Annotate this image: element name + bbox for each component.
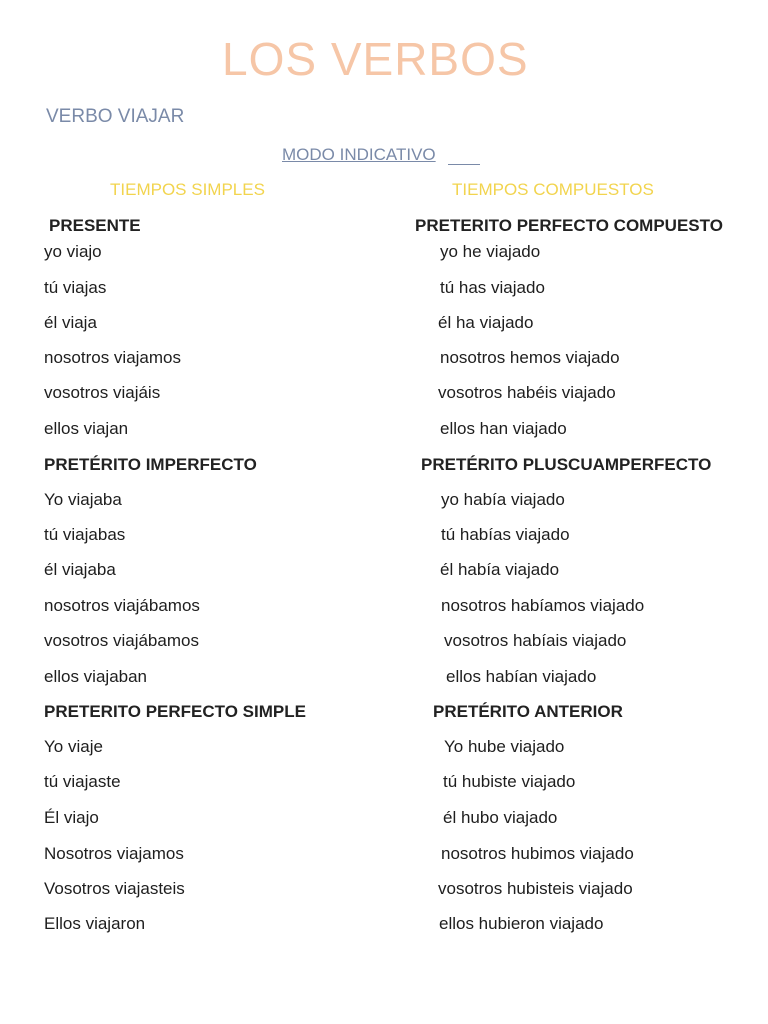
- conjugation-line: ellos viajan: [44, 419, 129, 438]
- column-heading-compound-tenses: TIEMPOS COMPUESTOS: [452, 180, 654, 199]
- conjugation-line: tú habías viajado: [441, 525, 570, 544]
- conjugation-line: ellos habían viajado: [446, 667, 597, 686]
- conjugation-line: yo había viajado: [441, 490, 565, 509]
- tense-heading-preterito-anterior: PRETÉRITO ANTERIOR: [433, 702, 623, 721]
- conjugation-line: vosotros habíais viajado: [444, 631, 627, 650]
- mode-underline-extension: [448, 164, 480, 165]
- conjugation-line: vosotros hubisteis viajado: [438, 879, 633, 898]
- conjugation-line: él viajaba: [44, 560, 116, 579]
- conjugation-line: Vosotros viajasteis: [44, 879, 185, 898]
- conjugation-line: nosotros hubimos viajado: [441, 844, 634, 863]
- tense-heading-preterito-imperfecto: PRETÉRITO IMPERFECTO: [44, 455, 257, 474]
- page-title: LOS VERBOS: [222, 33, 529, 85]
- conjugation-line: él había viajado: [440, 560, 560, 579]
- conjugation-line: Yo hube viajado: [444, 737, 565, 756]
- tense-heading-preterito-pluscuamperfecto: PRETÉRITO PLUSCUAMPERFECTO: [421, 455, 712, 474]
- conjugation-line: él hubo viajado: [443, 808, 558, 827]
- conjugation-line: vosotros habéis viajado: [438, 383, 616, 402]
- conjugation-line: él ha viajado: [438, 313, 534, 332]
- conjugation-line: ellos viajaban: [44, 667, 148, 686]
- conjugation-line: ellos hubieron viajado: [439, 914, 604, 933]
- conjugation-line: Nosotros viajamos: [44, 844, 184, 863]
- conjugation-line: Ellos viajaron: [44, 914, 146, 933]
- verb-subtitle: VERBO VIAJAR: [46, 106, 185, 127]
- column-heading-simple-tenses: TIEMPOS SIMPLES: [110, 180, 265, 199]
- conjugation-line: Él viajo: [44, 808, 99, 827]
- conjugation-line: nosotros viajamos: [44, 348, 182, 367]
- conjugation-line: yo he viajado: [440, 242, 541, 261]
- conjugation-line: tú viajaste: [44, 772, 121, 791]
- conjugation-line: vosotros viajáis: [44, 383, 161, 402]
- conjugation-line: ellos han viajado: [440, 419, 567, 438]
- conjugation-line: él viaja: [44, 313, 97, 332]
- conjugation-line: yo viajo: [44, 242, 102, 261]
- conjugation-line: tú hubiste viajado: [443, 772, 576, 791]
- conjugation-line: Yo viajaba: [44, 490, 122, 509]
- conjugation-line: tú has viajado: [440, 278, 545, 297]
- conjugation-line: vosotros viajábamos: [44, 631, 199, 650]
- mode-heading: MODO INDICATIVO: [282, 145, 436, 164]
- conjugation-line: nosotros viajábamos: [44, 596, 200, 615]
- conjugation-line: tú viajabas: [44, 525, 126, 544]
- tense-heading-presente: PRESENTE: [49, 216, 141, 235]
- conjugation-line: nosotros hemos viajado: [440, 348, 620, 367]
- conjugation-line: nosotros habíamos viajado: [441, 596, 645, 615]
- conjugation-line: tú viajas: [44, 278, 107, 297]
- tense-heading-preterito-perfecto-compuesto: PRETERITO PERFECTO COMPUESTO: [415, 216, 723, 235]
- tense-heading-preterito-perfecto-simple: PRETERITO PERFECTO SIMPLE: [44, 702, 306, 721]
- conjugation-line: Yo viaje: [44, 737, 103, 756]
